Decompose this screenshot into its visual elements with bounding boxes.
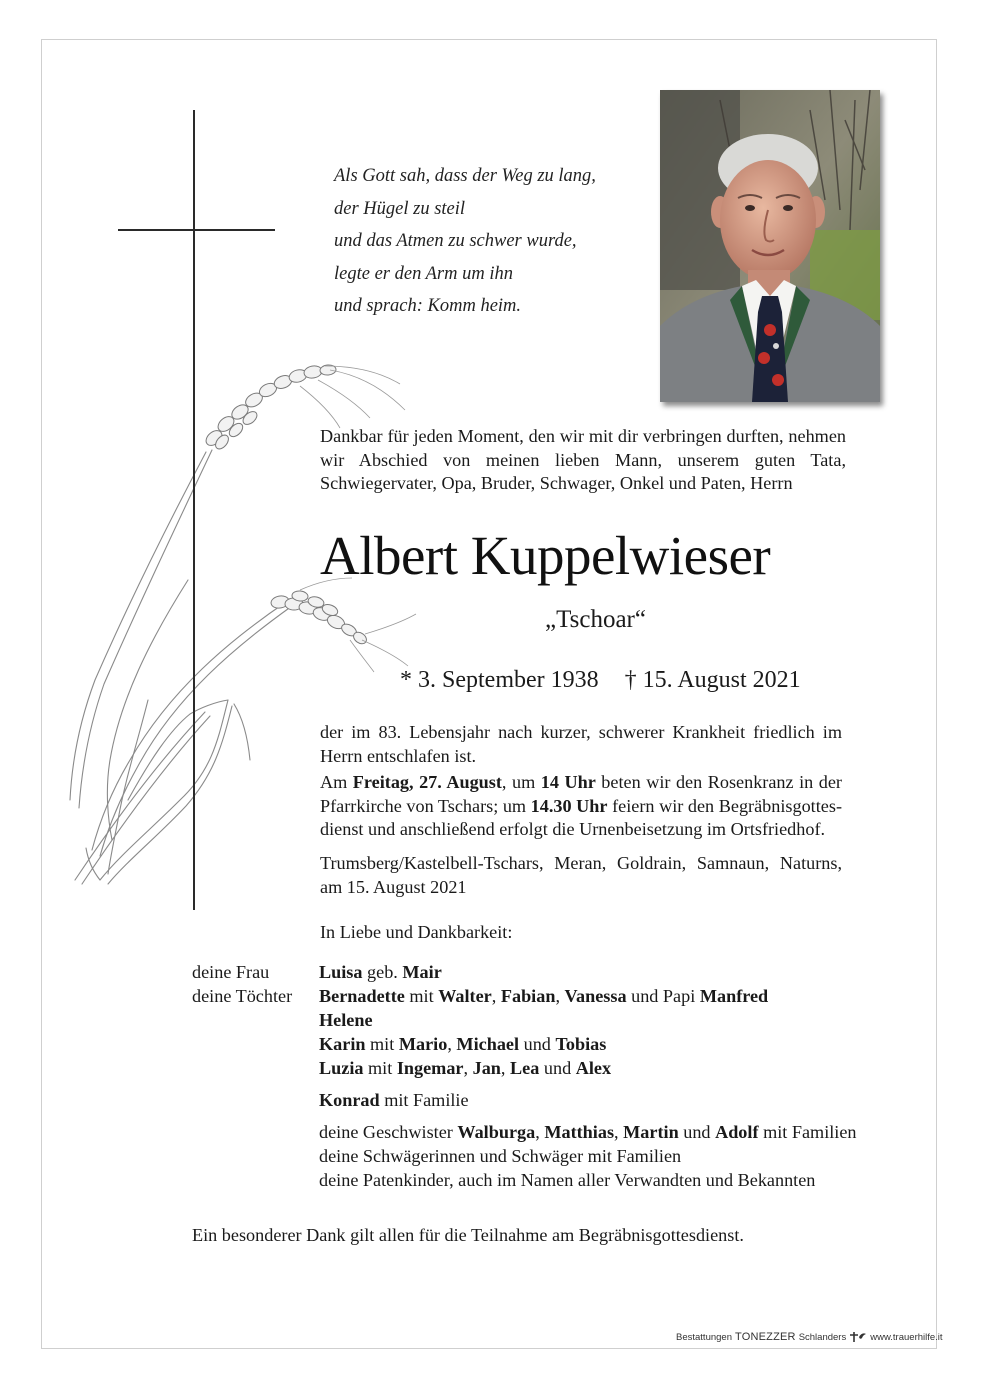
intro-text: Dankbar für jeden Moment, den wir mit dir verbringen durften, nehmen wir Abschied von meinen lieben Mann, unserem guten Tata, Schwiegervater, Opa, Bruder, Schwager, Onkel und Paten, Herrn — [320, 426, 846, 493]
family-row — [192, 1032, 857, 1056]
paragraph-places: Trumsberg/Kastelbell-Tschars, Meran, Goldrain, Samnaun, Naturns, am 15. August 2021 — [320, 853, 842, 897]
family-row-son — [192, 1088, 857, 1112]
family-row-siblings — [192, 1120, 857, 1144]
birth-date: * 3. September 1938 — [400, 667, 599, 693]
poem-line: der Hügel zu steil — [334, 198, 466, 219]
poem-line: und das Atmen zu schwer wurde, — [334, 231, 577, 251]
family-names: Karin mit Mario, Michael und Tobias — [319, 1034, 607, 1054]
family-row-daughters — [192, 984, 857, 1008]
life-dates — [400, 663, 801, 697]
footer-prefix: Bestattungen — [676, 1331, 732, 1343]
paragraph-service: Am Freitag, 27. August, um 14 Uhr beten wir den Rosenkranz in der Pfarrkirche von Tschars; um 14.30 Uhr feiern wir den Begräbnisgottesdienst und anschließend erfolgt die Urnenbeisetzung im Ortsfriedhof. — [320, 772, 842, 839]
footer-brand: TONEZZER — [735, 1331, 796, 1343]
family-names: deine Schwägerinnen und Schwäger mit Familien — [319, 1146, 682, 1166]
poem-line: legte er den Arm um ihn — [334, 263, 513, 284]
footer — [676, 1331, 943, 1343]
cross-horizontal-bar — [118, 229, 275, 231]
family-row-wife — [192, 960, 857, 984]
family-names: Helene — [319, 1010, 373, 1030]
deceased-name: Albert Kuppelwieser — [320, 525, 771, 586]
family-row-inlaws — [192, 1144, 857, 1168]
family-names: deine Geschwister Walburga, Matthias, Martin und Adolf mit Familien — [319, 1122, 857, 1142]
nickname: „Tschoar“ — [545, 606, 646, 633]
portrait-photo — [660, 90, 880, 402]
footer-place: Schlanders — [798, 1331, 847, 1343]
in-love-line: In Liebe und Dankbarkeit: — [320, 922, 513, 942]
thanks-line: Ein besonderer Dank gilt allen für die Teilnahme am Begräbnisgottesdienst. — [192, 1225, 744, 1245]
family-names: Luisa geb. Mair — [319, 962, 442, 982]
family-row — [192, 1056, 857, 1080]
family-list — [192, 960, 857, 1192]
family-row-godchildren — [192, 1168, 857, 1192]
family-label: deine Töchter — [192, 986, 293, 1006]
death-date: † 15. August 2021 — [624, 667, 801, 693]
poem-line: und sprach: Komm heim. — [334, 296, 522, 316]
family-names: Luzia mit Ingemar, Jan, Lea und Alex — [319, 1058, 612, 1078]
family-label: deine Frau — [192, 962, 270, 982]
dove-cross-icon — [849, 1331, 867, 1343]
family-names: Bernadette mit Walter, Fabian, Vanessa und Papi Manfred — [319, 986, 769, 1006]
family-names: deine Patenkinder, auch im Namen aller Verwandten und Bekannten — [319, 1170, 816, 1190]
family-row — [192, 1008, 857, 1032]
poem-line: Als Gott sah, dass der Weg zu lang, — [334, 166, 596, 186]
family-names: Konrad mit Familie — [319, 1090, 469, 1110]
poem — [334, 160, 596, 323]
footer-url[interactable]: www.trauerhilfe.it — [870, 1331, 943, 1343]
paragraph-passing: der im 83. Lebensjahr nach kurzer, schwerer Krankheit friedlich im Herrn entschlafen ist. — [320, 722, 842, 766]
